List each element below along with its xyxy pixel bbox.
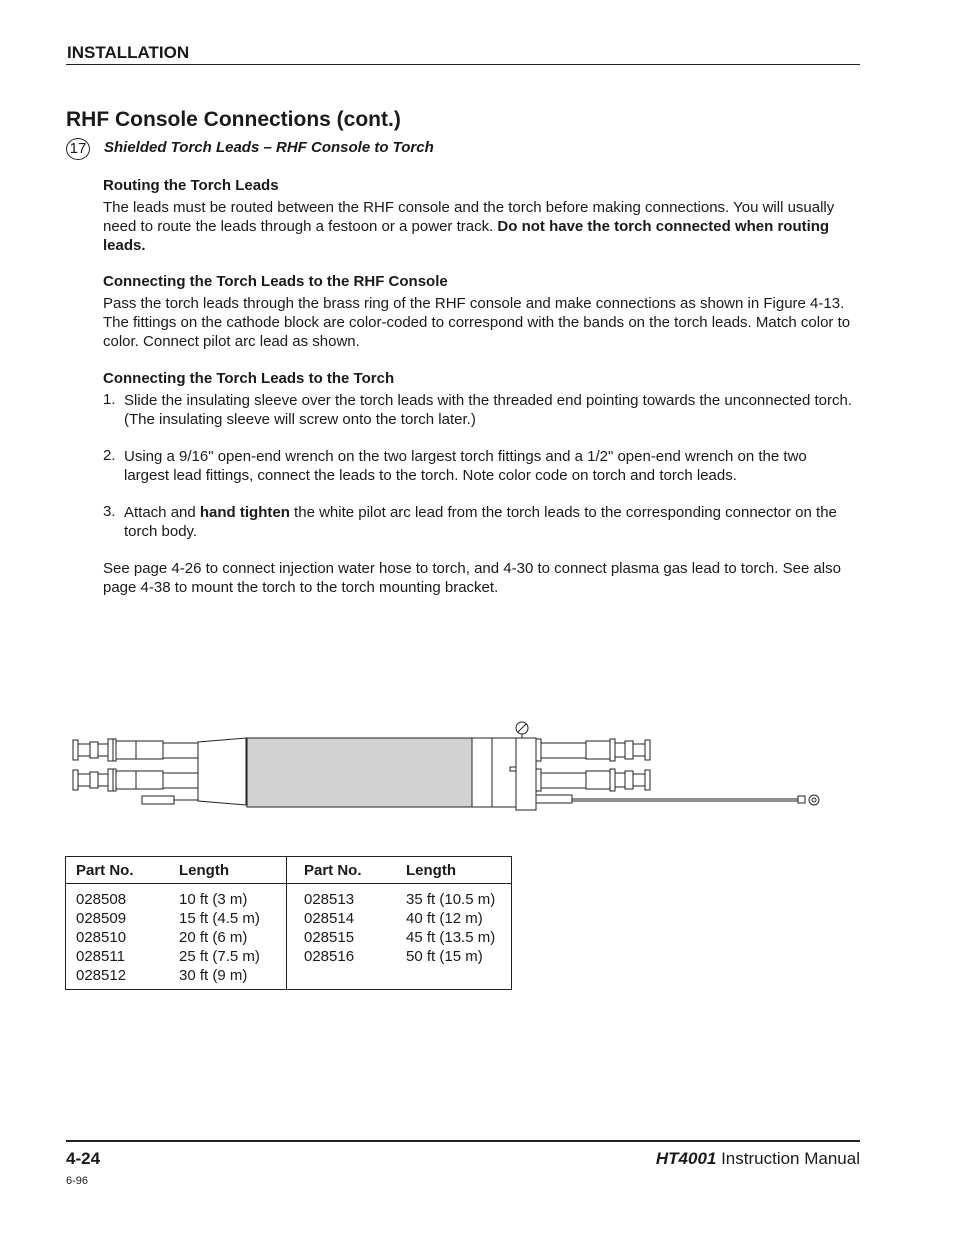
header-length-right: Length [406,862,456,879]
step-2-text: Using a 9/16" open-end wrench on the two largest torch fittings and a 1/2" open-end wrench on the two largest lead fittings, connect the leads to the torch. Note color code on torch and torch leads. [124,448,807,484]
right-upper-fitting [536,739,650,761]
insulating-sleeve [247,738,472,807]
torch-body [492,738,516,807]
table-column-divider [286,857,287,989]
section-header: INSTALLATION [67,43,190,62]
table-cell: 028513 [304,891,355,908]
table-cell: 35 ft (10.5 m) [406,891,496,908]
part-no-column-left [76,890,126,985]
table-header-rule [66,883,511,884]
step-3-pre: Attach and [124,504,200,521]
step-title: Shielded Torch Leads – RHF Console to Torch [104,139,434,156]
table-cell: 028509 [76,910,127,927]
routing-warning: Do not have the torch connected when routing leads. [103,218,830,254]
header-rule [66,64,860,65]
table-cell: 30 ft (9 m) [179,967,248,984]
table-cell: 028515 [304,929,355,946]
table-cell: 45 ft (13.5 m) [406,929,496,946]
table-cell: 028516 [304,948,355,965]
table-cell: 028508 [76,891,127,908]
model-name: HT4001 [655,1149,717,1168]
step-3-text [124,503,854,541]
table-cell: 25 ft (7.5 m) [179,948,260,965]
table-cell: 20 ft (6 m) [179,929,248,946]
left-lower-fitting [73,769,198,791]
length-column-right [406,890,495,966]
revision-date: 6-96 [66,1175,89,1187]
footer-rule [66,1140,860,1142]
manual-label: Instruction Manual [716,1149,860,1168]
step-3-post: the white pilot arc lead from the torch leads to the corresponding connector on the torch body. [124,504,837,540]
page-number: 4-24 [66,1149,101,1168]
length-column-left [179,890,260,985]
manual-title [656,1149,860,1169]
step-number-badge: 17 [66,138,90,160]
part-no-column-right [304,890,354,966]
step-3-number: 3. [103,503,116,520]
page-title: RHF Console Connections (cont.) [66,108,401,131]
parts-table [65,856,512,990]
torch-collar [472,738,492,807]
torch-head [516,738,536,810]
table-cell: 028514 [304,910,355,927]
step-1-number: 1. [103,391,116,408]
step-2-number: 2. [103,447,116,464]
console-heading: Connecting the Torch Leads to the RHF Console [103,273,448,290]
step-3-bold: hand tighten [199,504,290,521]
torch-heading: Connecting the Torch Leads to the Torch [103,370,395,387]
see-also-paragraph: See page 4-26 to connect injection water hose to torch, and 4-30 to connect plasma gas lead to torch. See also page 4-38 to mount the torch to the torch mounting bracket. [103,560,841,596]
routing-text: The leads must be routed between the RHF console and the torch before making connections. You will usually need to route the leads through a festoon or a power track. [103,199,835,235]
header-length-left: Length [179,862,229,879]
table-cell: 50 ft (15 m) [406,948,483,965]
lead-boot [198,738,246,805]
table-cell: 40 ft (12 m) [406,910,483,927]
routing-paragraph [103,198,855,255]
table-cell: 028512 [76,967,127,984]
console-paragraph: Pass the torch leads through the brass ring of the RHF console and make connections as shown in Figure 4-13. The fittings on the cathode block are color-coded to correspond with the bands on the torch leads. Match color to color. Connect pilot arc lead as shown. [103,295,851,350]
step-1-text: Slide the insulating sleeve over the torch leads with the threaded end pointing towards the unconnected torch. (The insulating sleeve will screw onto the torch later.) [124,392,852,428]
header-part-no-left: Part No. [76,862,134,879]
pilot-lead-right [536,795,572,803]
ring-terminal [809,795,819,805]
table-cell: 028510 [76,929,127,946]
routing-heading: Routing the Torch Leads [103,177,279,194]
header-part-no-right: Part No. [304,862,362,879]
table-cell: 028511 [76,948,125,965]
right-lower-fitting [536,769,650,791]
pilot-lead-left [142,796,174,804]
torch-leads-diagram [66,715,826,815]
table-cell: 10 ft (3 m) [179,891,248,908]
left-upper-fitting [73,739,198,761]
table-cell: 15 ft (4.5 m) [179,910,260,927]
